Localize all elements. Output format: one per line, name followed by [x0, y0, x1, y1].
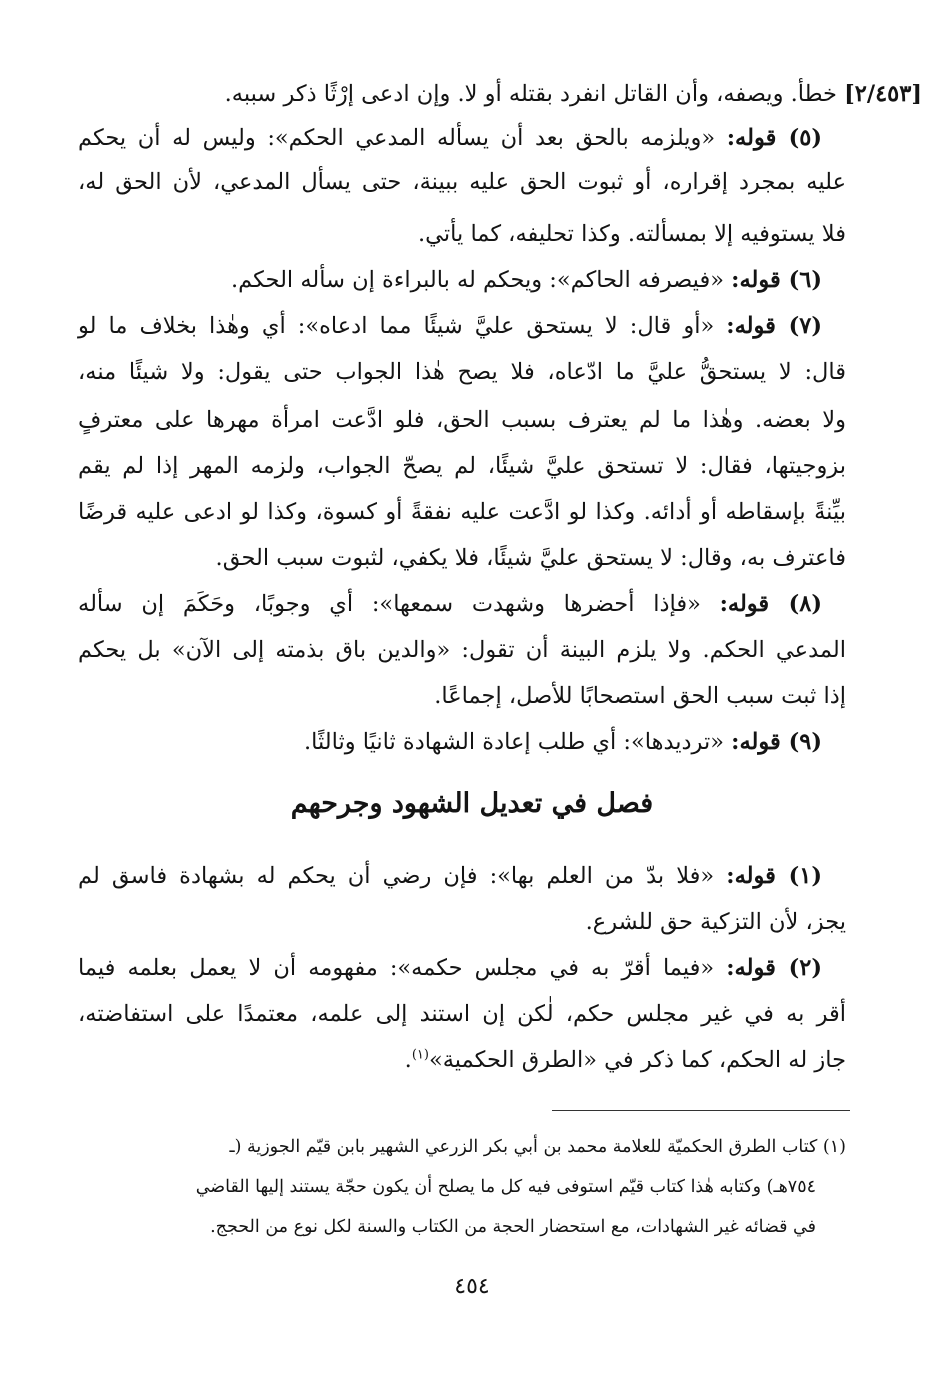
line-text: خطأ. ويصفه، وأن القاتل انفرد بقتله أو لا. وإن ادعى إرْثًا ذكر سببه. — [224, 81, 837, 107]
line-text: «فيما أقرّ به في مجلس حكمه»: مفهومه أن لا يعمل بعلمه فيما — [78, 955, 715, 981]
note-keyword: (٩) قوله: — [731, 729, 822, 755]
section-paragraph-2-line-1 — [78, 950, 822, 986]
section-heading: فصل في تعديل الشهود وجرحهم — [290, 788, 654, 819]
section-paragraph-1-line-1 — [78, 858, 822, 894]
line-text: «ترديدها»: أي طلب إعادة الشهادة ثانيًا وثالثًا. — [303, 729, 724, 755]
note-keyword: (٨) قوله: — [719, 591, 822, 617]
paragraph-8-line-3: إذا ثبت سبب الحق استصحابًا للأصل، إجماعًا. — [434, 683, 846, 709]
paragraph-7-line-3: ولا بعضه. وهٰذا ما لم يعترف بسبب الحق، فلو ادَّعت امرأة مهرها على معترفٍ — [78, 407, 846, 433]
paragraph-9-line-1 — [270, 724, 822, 760]
line-text: جاز له الحكم، كما ذكر في «الطرق الحكمية» — [428, 1047, 846, 1073]
section-paragraph-2-line-2: أقر به في غير مجلس حكم، لٰكن إن استند إلى علمه، معتمدًا على استفاضته، — [78, 1001, 846, 1027]
note-keyword: (١) قوله: — [726, 863, 822, 889]
paragraph-7-line-6: فاعترف به، وقال: لا يستحق عليَّ شيئًا، فلا يكفي، لثبوت سبب الحق. — [215, 545, 846, 571]
page-number: ٤٥٤ — [454, 1274, 490, 1299]
paragraph-8-line-2: المدعي الحكم. ولا يلزم البينة أن تقول: «والدين باق بذمته إلى الآن» بل يحكم — [78, 637, 846, 663]
paragraph-8-line-1 — [78, 586, 822, 622]
footnote-line-1: (١) كتاب الطرق الحكميّة للعلامة محمد بن أبي بكر الزرعي الشهير بابن قيّم الجوزية (ـ — [229, 1137, 846, 1157]
line-text: «ويلزمه بالحق بعد أن يسأله المدعي الحكم»: وليس له أن يحكم — [78, 125, 716, 151]
section-paragraph-2-line-3 — [390, 1042, 846, 1078]
note-keyword: (٢) قوله: — [726, 955, 822, 981]
paragraph-7-line-1 — [78, 308, 822, 344]
line-text: «أو قال: لا يستحق عليَّ شيئًا مما ادعاه»: أي وهٰذا بخلاف ما لو — [78, 313, 715, 339]
line-end: . — [404, 1047, 412, 1073]
paragraph-5-line-1 — [78, 120, 822, 156]
paragraph-7-line-2: قال: لا يستحقُّ عليَّ ما ادّعاه، فلا يصح هٰذا الجواب حتى يقول: ولا شيئًا منه، — [78, 359, 846, 385]
note-keyword: (٦) قوله: — [731, 267, 822, 293]
line-text: «فلا بدّ من العلم بها»: فإن رضي أن يحكم له بشهادة فاسق لم — [78, 863, 715, 889]
text-line — [200, 76, 922, 112]
footnote-line-2: ٧٥٤هـ) وكتابه هٰذا كتاب قيّم استوفى فيه كل ما يصلح أن يكون حجّة يستند إليها القاضي — [195, 1177, 816, 1197]
note-keyword: (٧) قوله: — [726, 313, 822, 339]
paragraph-7-line-4: بزوجيتها، فقال: لا تستحق عليَّ شيئًا، لم يصحّ الجواب، ولزمه المهر إذا لم يقم — [78, 453, 846, 479]
line-text: «فيصرفه الحاكم»: ويحكم له بالبراءة إن سأله الحكم. — [231, 267, 724, 293]
paragraph-7-line-5: بيِّنةً بإسقاطه أو أدائه. وكذا لو ادَّعت عليه نفقةً أو كسوة، وكذا لو ادعى عليه قرضًا — [78, 499, 846, 525]
footnote-separator — [552, 1110, 850, 1111]
note-keyword: (٥) قوله: — [726, 125, 822, 151]
section-paragraph-1-line-2: يجز، لأن التزكية حق للشرع. — [585, 909, 846, 935]
footnote-marker[interactable]: (١) — [411, 1047, 429, 1063]
line-text: «فإذا أحضرها وشهدت سمعها»: أي وجوبًا، وحَكَمَ إن سأله — [78, 591, 701, 617]
paragraph-5-line-2: عليه بمجرد إقراره، أو ثبوت الحق عليه ببينة، حتى يسأل المدعي، لأن الحق له، — [78, 169, 846, 195]
paragraph-6-line-1 — [231, 262, 822, 298]
page-reference: [٢/٤٥٣] — [844, 81, 922, 107]
footnote-line-3: في قضائه غير الشهادات، مع استحضار الحجة من الكتاب والسنة لكل نوع من الحجج. — [210, 1217, 816, 1237]
paragraph-5-line-3: فلا يستوفيه إلا بمسألته. وكذا تحليفه، كما يأتي. — [418, 221, 846, 247]
